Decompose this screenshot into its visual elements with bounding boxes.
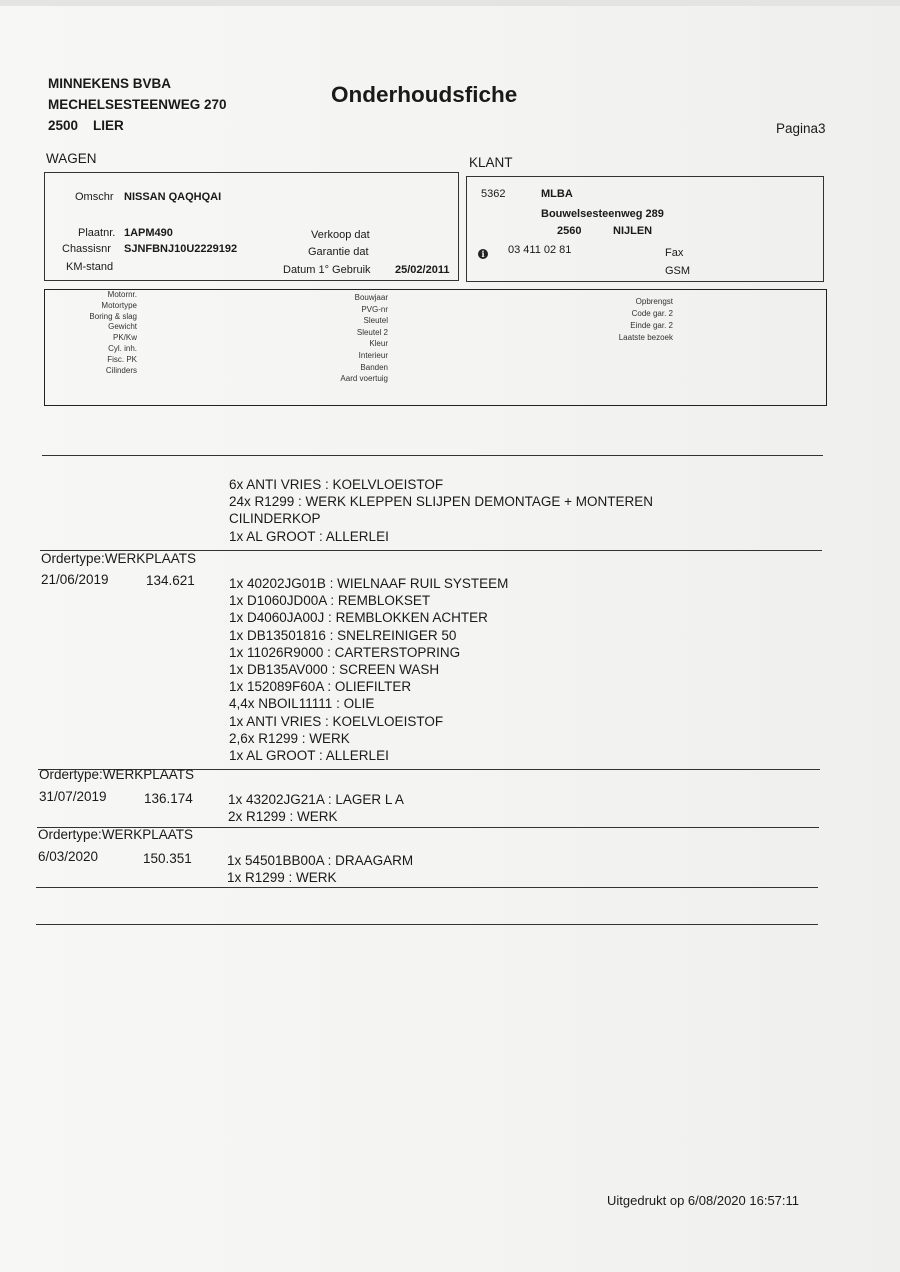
list-item: 1x 11026R9000 : CARTERSTOPRING bbox=[229, 644, 461, 660]
list-item: 1x AL GROOT : ALLERLEI bbox=[229, 748, 389, 764]
specs-col3 bbox=[580, 296, 673, 344]
spec-label: Bouwjaar bbox=[354, 293, 388, 302]
info-icon: i bbox=[478, 244, 488, 262]
separator-line bbox=[36, 924, 818, 925]
document-title: Onderhoudsfiche bbox=[331, 82, 518, 107]
klant-number: 5362 bbox=[481, 188, 506, 200]
km-stand-label: KM-stand bbox=[66, 261, 114, 273]
klant-name: MLBA bbox=[541, 188, 573, 200]
carryover-lines bbox=[229, 476, 653, 545]
list-item: 1x D1060JD00A : REMBLOKSET bbox=[229, 593, 431, 609]
list-item: 1x D4060JA00J : REMBLOKKEN ACHTER bbox=[229, 610, 488, 626]
fax-label: Fax bbox=[665, 247, 684, 259]
spec-label: Motornr. bbox=[107, 290, 137, 299]
list-item: 1x 40202JG01B : WIELNAAF RUIL SYSTEEM bbox=[229, 576, 509, 591]
separator-line bbox=[36, 887, 818, 888]
spec-label: Boring & slag bbox=[89, 311, 137, 321]
chassisnr-value: SJNFBNJ10U2229192 bbox=[124, 243, 238, 255]
spec-label: PK/Kw bbox=[112, 333, 137, 343]
spec-label: Interieur bbox=[358, 350, 388, 360]
spec-label: Sleutel 2 bbox=[356, 327, 388, 337]
omschr-label: Omschr bbox=[75, 191, 114, 203]
specs-col1 bbox=[0, 290, 137, 376]
spec-label: Motortype bbox=[101, 300, 137, 310]
spec-label: Cyl. inh. bbox=[108, 343, 137, 353]
list-item: 1x R1299 : WERK bbox=[227, 870, 337, 886]
spec-label: Einde gar. 2 bbox=[630, 321, 673, 330]
order-km: 134.621 bbox=[146, 573, 195, 588]
list-item: 2x R1299 : WERK bbox=[228, 809, 338, 825]
verkoop-label: Verkoop dat bbox=[311, 229, 370, 241]
spec-label: PVG-nr bbox=[361, 304, 388, 314]
datum-value: 25/02/2011 bbox=[395, 264, 450, 276]
company-street: MECHELSESTEENWEG 270 bbox=[48, 97, 227, 112]
list-item: 4,4x NBOIL11111 : OLIE bbox=[229, 696, 375, 712]
klant-postal: 2560 bbox=[557, 225, 582, 237]
order-km: 136.174 bbox=[144, 791, 193, 806]
list-item: CILINDERKOP bbox=[229, 511, 321, 527]
list-item: 24x R1299 : WERK KLEPPEN SLIJPEN DEMONTAGE + MONTEREN bbox=[229, 494, 653, 510]
list-item: 1x DB13501816 : SNELREINIGER 50 bbox=[229, 627, 457, 643]
specs-col2 bbox=[300, 292, 388, 385]
order-lines bbox=[228, 791, 404, 825]
list-item: 1x AL GROOT : ALLERLEI bbox=[229, 528, 389, 544]
spec-label: Sleutel bbox=[363, 316, 388, 326]
list-item: 2,6x R1299 : WERK bbox=[229, 730, 350, 746]
list-item: 1x 43202JG21A : LAGER L A bbox=[228, 792, 404, 807]
omschr-value: NISSAN QAQHQAI bbox=[124, 191, 222, 203]
spec-label: Banden bbox=[360, 362, 388, 372]
garantie-label: Garantie dat bbox=[308, 246, 369, 258]
page-top-edge bbox=[0, 0, 900, 6]
klant-label: KLANT bbox=[469, 155, 513, 170]
order-lines bbox=[227, 852, 413, 886]
order-km: 150.351 bbox=[143, 851, 192, 866]
list-item: 1x 152089F60A : OLIEFILTER bbox=[229, 679, 412, 695]
spec-label: Opbrengst bbox=[635, 297, 673, 306]
list-item: 6x ANTI VRIES : KOELVLOEISTOF bbox=[229, 477, 444, 492]
klant-street: Bouwelsesteenweg 289 bbox=[541, 208, 664, 220]
chassisnr-label: Chassisnr bbox=[62, 243, 111, 255]
gsm-label: GSM bbox=[665, 265, 691, 277]
company-name: MINNEKENS BVBA bbox=[48, 76, 172, 91]
klant-city: NIJLEN bbox=[613, 225, 653, 237]
order-type: Ordertype:WERKPLAATS bbox=[41, 551, 197, 566]
plaatnr-label: Plaatnr. bbox=[78, 227, 116, 239]
order-type: Ordertype:WERKPLAATS bbox=[39, 767, 195, 782]
list-item: 1x 54501BB00A : DRAAGARM bbox=[227, 853, 414, 868]
order-date: 31/07/2019 bbox=[39, 789, 107, 804]
spec-label: Aard voertuig bbox=[340, 374, 388, 384]
datum-label: Datum 1° Gebruik bbox=[283, 264, 371, 276]
order-date: 6/03/2020 bbox=[38, 849, 99, 864]
specs-box bbox=[44, 289, 827, 406]
klant-phone: 03 411 02 81 bbox=[508, 244, 572, 256]
order-lines bbox=[229, 575, 508, 764]
list-item: 1x ANTI VRIES : KOELVLOEISTOF bbox=[229, 713, 444, 729]
company-city: 2500 LIER bbox=[48, 118, 124, 133]
spec-label: Code gar. 2 bbox=[631, 309, 673, 318]
list-item: 1x DB135AV000 : SCREEN WASH bbox=[229, 662, 440, 678]
spec-label: Fisc. PK bbox=[107, 354, 137, 364]
wagen-label: WAGEN bbox=[46, 151, 97, 166]
separator-line bbox=[42, 455, 823, 456]
print-timestamp: Uitgedrukt op 6/08/2020 16:57:11 bbox=[607, 1193, 800, 1208]
order-type: Ordertype:WERKPLAATS bbox=[38, 827, 194, 842]
company-address bbox=[48, 73, 227, 136]
spec-label: Laatste bezoek bbox=[618, 333, 673, 342]
spec-label: Gewicht bbox=[108, 322, 137, 332]
page-number: Pagina3 bbox=[776, 121, 826, 136]
spec-label: Cilinders bbox=[105, 365, 137, 375]
plaatnr-value: 1APM490 bbox=[124, 227, 173, 239]
spec-label: Kleur bbox=[369, 339, 388, 349]
order-date: 21/06/2019 bbox=[41, 572, 109, 587]
